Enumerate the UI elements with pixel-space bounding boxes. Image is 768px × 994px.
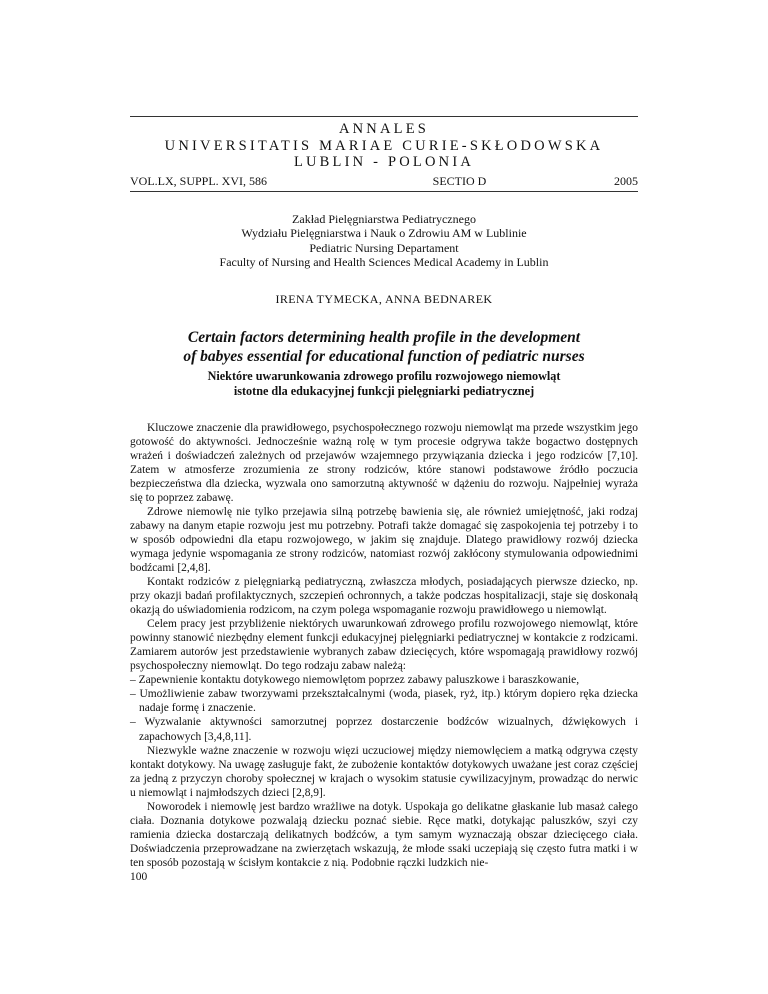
list-item: – Umożliwienie zabaw tworzywami przekształcalnymi (woda, piasek, ryż, itp.) którym dopiero ręka dziecka nadaje formę i znaczenie. (130, 688, 638, 715)
authors: IRENA TYMECKA, ANNA BEDNAREK (275, 291, 493, 306)
body-text (130, 421, 638, 885)
affiliation (130, 212, 638, 270)
paper-page (130, 0, 638, 884)
paragraph: Kontakt rodziców z pielęgniarką pediatryczną, zwłaszcza młodych, posiadających pierwsze dziecko, np. przy okazji badań profilaktycznych, szczepień ochronnych, a także podczas hospitalizacji, staje się doskonałą okazją do uświadomienia rodzicom, na czym polega wspomaganie rozwoju prawidłowego u niemowląt. (130, 576, 638, 617)
title-english (130, 328, 638, 366)
affiliation-line: Faculty of Nursing and Health Sciences Medical Academy in Lublin (219, 255, 549, 269)
affiliation-line: Pediatric Nursing Departament (309, 240, 459, 255)
volume-row (130, 174, 638, 189)
title-polish-line: istotne dla edukacyjnej funkcji pielęgniarki pediatrycznej (233, 383, 535, 398)
affiliation-line: Zakład Pielęgniarstwa Pediatrycznego (292, 211, 476, 226)
paragraph: Kluczowe znaczenie dla prawidłowego, psychospołecznego rozwoju niemowląt ma przede wszystkim jego gotowość do aktywności. Jednocześnie ważną rolę w tym procesie odgrywa także bogactwo dostępnych wrażeń i doświadczeń zależnych od przejawów wzajemnego przywiązania dziecka i jego rodziców [7,10]. Zatem w atmosferze zrozumienia ze strony rodziców, które stanowi podstawowe źródło poczucia bezpieczeństwa dla dziecka, wyzwala ono samorzutną aktywność w dążeniu do rozwoju. Najpełniej wyraża się to poprzez zabawę. (130, 421, 638, 504)
title-english-line: Certain factors determining health profile in the development (187, 328, 581, 346)
affiliation-line: Wydziału Pielęgniarstwa i Nauk o Zdrowiu AM w Lublinie (241, 226, 527, 240)
page-number: 100 (130, 871, 148, 883)
volume-info: VOL.LX, SUPPL. XVI, 586 (130, 173, 268, 188)
header-rule-top (130, 116, 638, 117)
list-item: – Wyzwalanie aktywności samorzutnej poprzez dostarczenie bodźców wizualnych, dźwiękowych i zapachowych [3,4,8,11]. (130, 716, 638, 743)
year: 2005 (614, 173, 638, 188)
paragraph: Noworodek i niemowlę jest bardzo wrażliwe na dotyk. Uspokaja go delikatne głaskanie lub masaż całego ciała. Doznania dotykowe pozwalają dziecku poznać siebie. Ręce matki, dotykając paluszków, szyi czy ramienia dziecka dostarczają delikatnych bodźców, a tym samym wyznaczają obszar dziecięcego ciała. Doświadczenia przeprowadzane na zwierzętach wskazują, że młode ssaki uczepiają się często futra matki i w ten sposób pozostają w ścisłym kontakcie z nią. Podobnie rączki ludzkich nie- (130, 800, 638, 869)
title-polish (130, 369, 638, 399)
journal-header (130, 121, 638, 171)
header-rule-bottom (130, 191, 638, 192)
list-item: – Zapewnienie kontaktu dotykowego niemowlętom poprzez zabawy paluszkowe i baraszkowanie, (130, 674, 580, 687)
journal-location: LUBLIN - POLONIA (293, 154, 475, 170)
title-english-line: of babyes essential for educational function of pediatric nurses (183, 347, 585, 365)
paragraph: Niezwykle ważne znaczenie w rozwoju więzi uczuciowej między niemowlęciem a matką odgrywa częsty kontakt dotykowy. Na uwagę zasługuje fakt, że zubożenie kontaktów dotykowych uważane jest coraz częściej za jedną z przyczyn choroby społecznej w krajach o wysokim statusie cywilizacyjnym, prowadząc do nerwic u niemowląt i najmłodszych dzieci [2,8,9]. (130, 744, 638, 799)
journal-name-line1: ANNALES (338, 121, 430, 137)
section-info: SECTIO D (432, 173, 487, 188)
paragraph: Celem pracy jest przybliżenie niektórych uwarunkowań zdrowego profilu rozwojowego niemowląt, które powinny stanowić niezbędny element funkcji edukacyjnej pielęgniarki pediatrycznej w kontakcie z rodzicami. Zamiarem autorów jest przedstawienie wybranych zabaw dziecięcych, które wspomagają prawidłowy rozwój psychospołeczny niemowląt. Do tego rodzaju zabaw należą: (130, 618, 638, 673)
title-polish-line: Niektóre uwarunkowania zdrowego profilu rozwojowego niemowląt (207, 368, 561, 383)
paragraph: Zdrowe niemowlę nie tylko przejawia silną potrzebę bawienia się, ale również umiejętność, jaki rodzaj zabawy na danym etapie rozwoju jest mu potrzebny. Potrafi także domagać się zaspokojenia tej potrzeby i to w sposób odpowiedni dla etapu rozwojowego, w jakim się znajduje. Dlatego prawidłowy rozwój dziecka wymaga jedynie wspomagania ze strony rodziców, natomiast rozwój zakłócony stymulowania odpowiednimi bodźcami [2,4,8]. (130, 505, 638, 574)
journal-name-line2: UNIVERSITATIS MARIAE CURIE-SKŁODOWSKA (164, 137, 604, 154)
